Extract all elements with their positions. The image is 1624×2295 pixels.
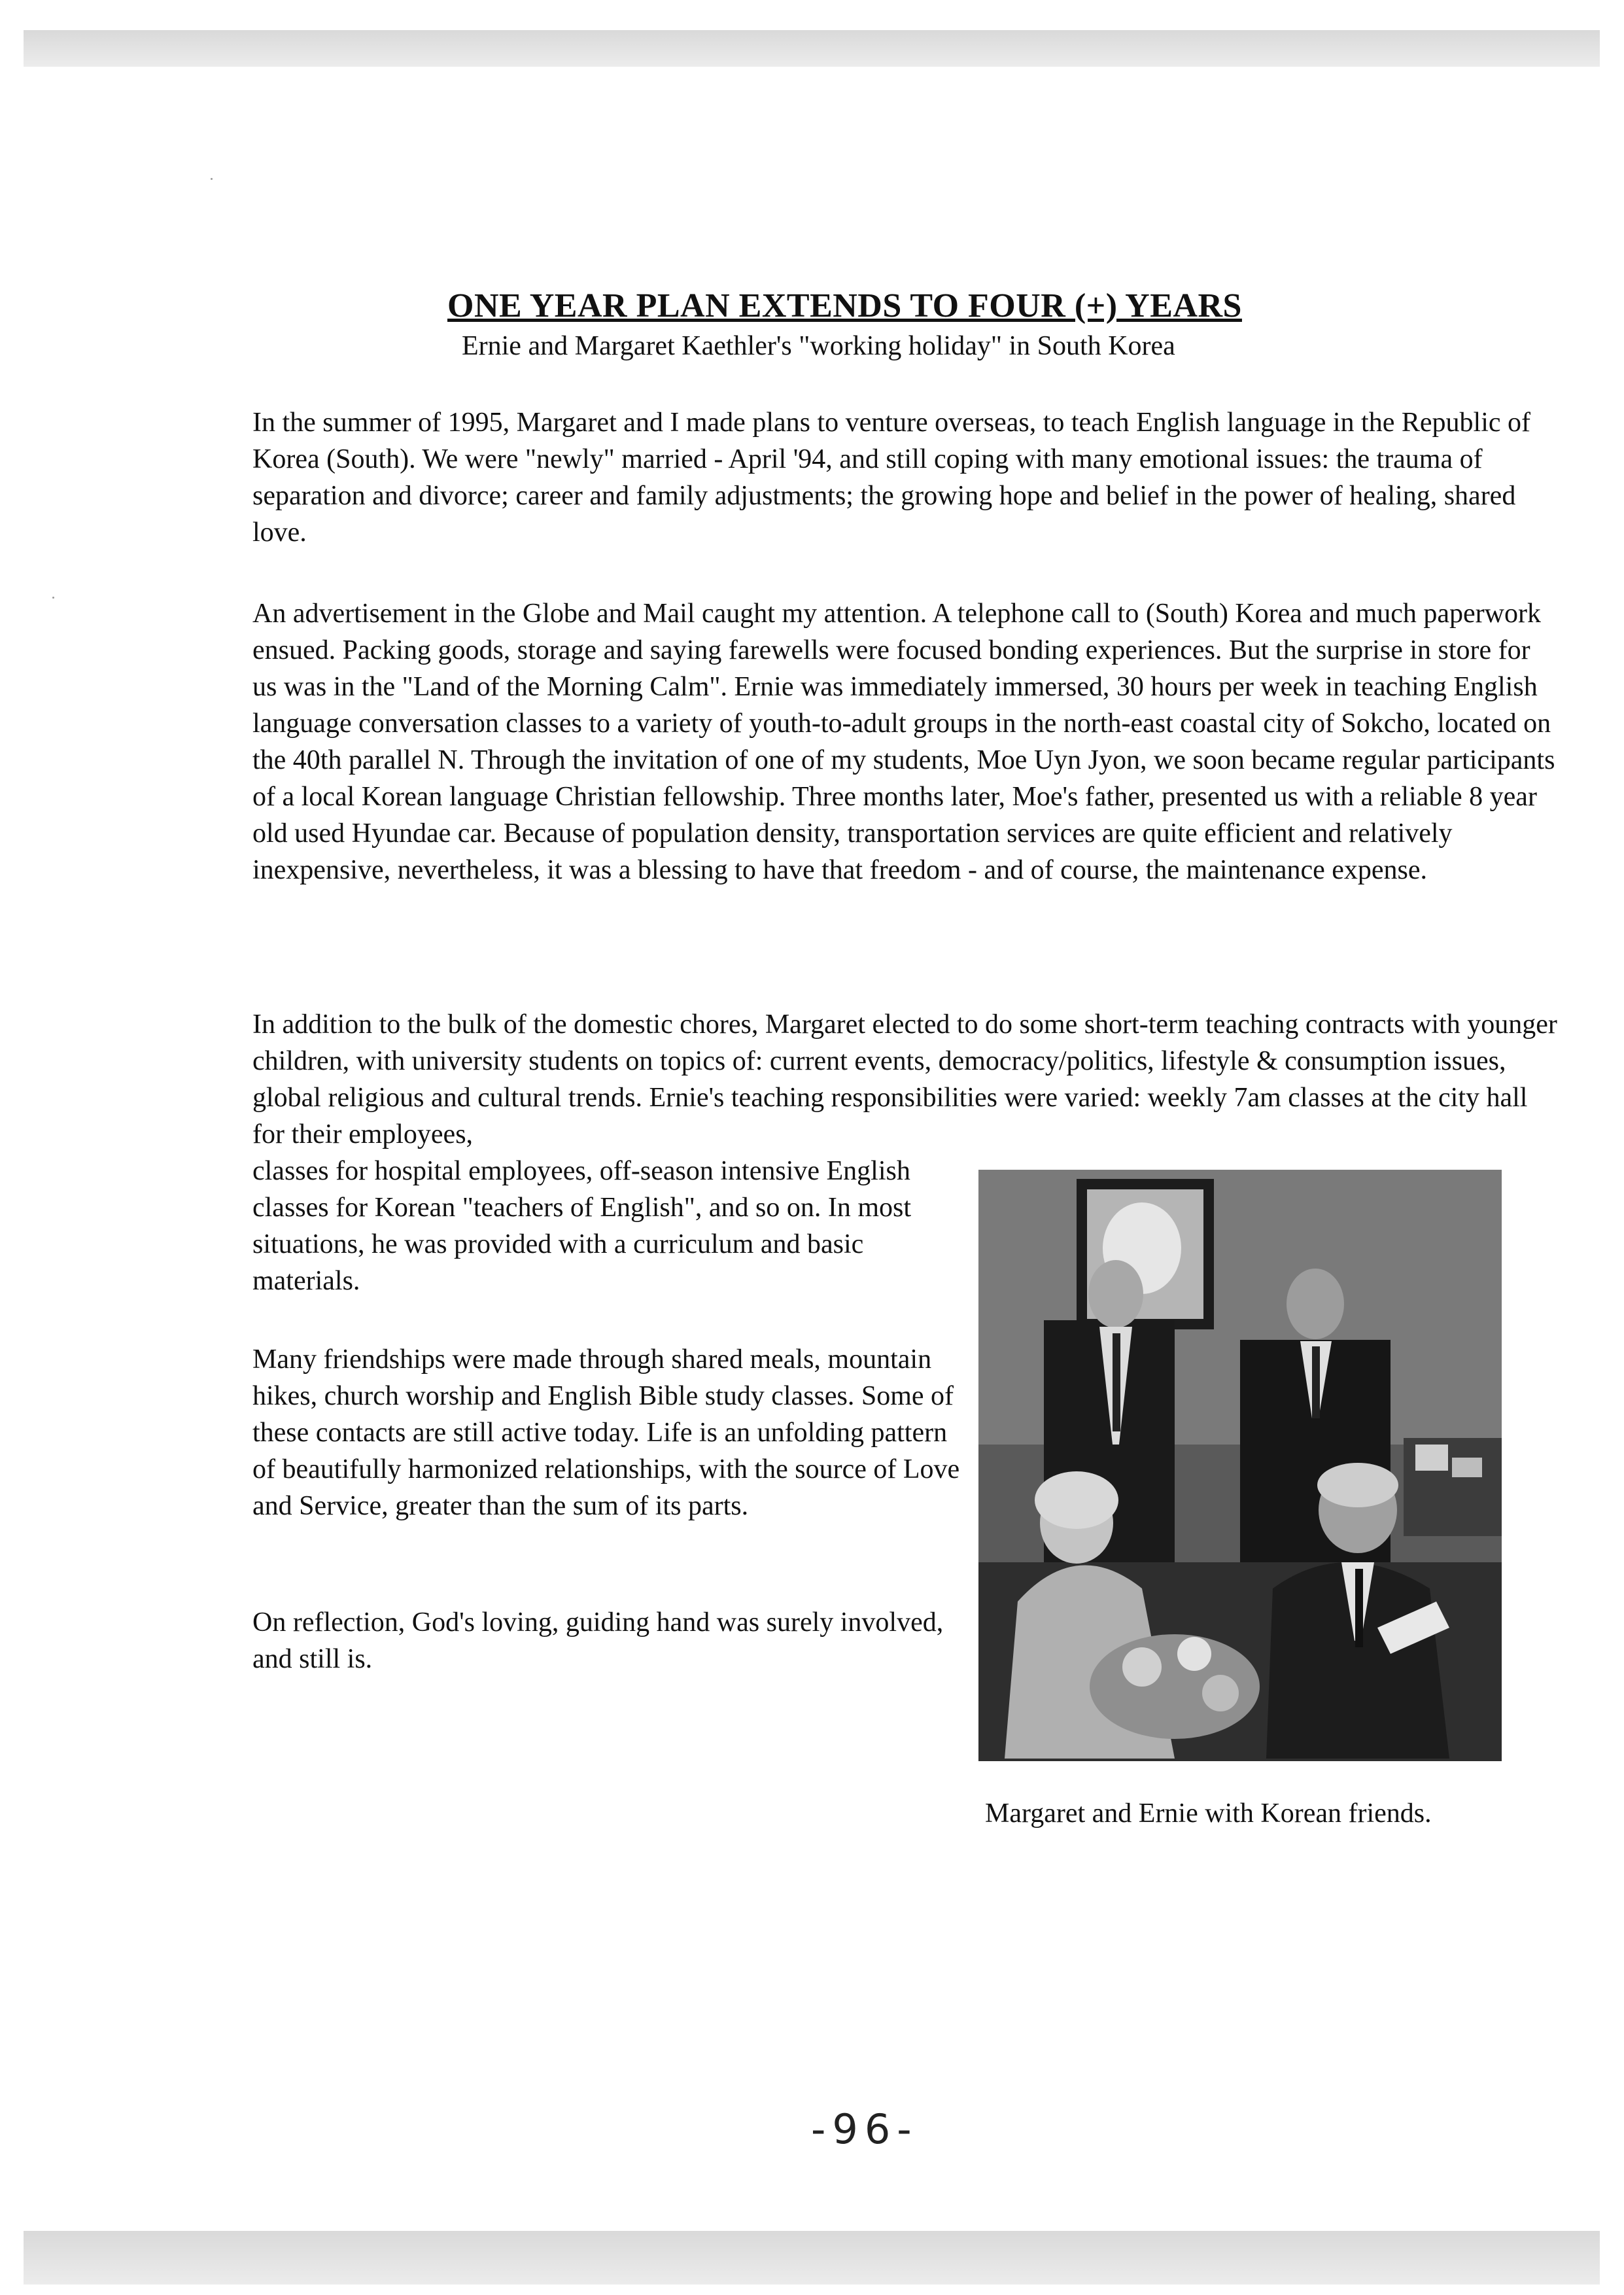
scan-edge-top (24, 30, 1600, 67)
paragraph-4: classes for hospital employees, off-season intensive English classes for Korean "teachers of English", and so on. In most situations, he was provided with a curriculum and basic materials. (252, 1156, 912, 1296)
paragraph-6: On reflection, God's loving, guiding hand was surely involved, and still is. (252, 1607, 944, 1674)
group-photo (978, 1170, 1502, 1761)
photo-caption: Margaret and Ernie with Korean friends. (985, 1798, 1432, 1829)
page-number: -96- (811, 2105, 918, 2153)
paragraph-3: In addition to the bulk of the domestic chores, Margaret elected to do some short-term teaching contracts with younger children, with university students on topics of: current events, democracy/politics, lifestyle & consumption issues, global religious and cultural trends. Ernie's teaching responsibilities were varied: weekly 7am classes at the city hall for their employees, (252, 1009, 1557, 1149)
scan-edge-bottom (24, 2231, 1600, 2285)
article-subtitle: Ernie and Margaret Kaethler's "working holiday" in South Korea (462, 331, 1175, 361)
paragraph-2: An advertisement in the Globe and Mail caught my attention. A telephone call to (South) Korea and much paperwork ensued. Packing goods, storage and saying farewells were focused bonding experiences. But the surprise in store for us was in the "Land of the Morning Calm". Ernie was immediately immersed, 30 hours per week in teaching English language conversation classes to a variety of youth-to-adult groups in the north-east coastal city of Sokcho, located on the 40th parallel N. Through the invitation of one of my students, Moe Uyn Jyon, we soon became regular participants of a local Korean language Christian fellowship. Three months later, Moe's father, presented us with a reliable 8 year old used Hyundae car. Because of population density, transportation services are quite efficient and relatively inexpensive, nevertheless, it was a blessing to have that freedom - and of course, the maintenance expense. (252, 599, 1555, 885)
paragraph-5: Many friendships were made through shared meals, mountain hikes, church worship and English Bible study classes. Some of these contacts are still active today. Life is an unfolding pattern of beautifully harmonized relationships, with the source of Love and Service, greater than the sum of its parts. (252, 1344, 960, 1521)
paragraph-1: In the summer of 1995, Margaret and I made plans to venture overseas, to teach English language in the Republic of Korea (South). We were "newly" married - April '94, and still coping with many emotional issues: the trauma of separation and divorce; career and family adjustments; the growing hope and belief in the power of healing, shared love. (252, 408, 1530, 548)
scan-speck (52, 597, 54, 599)
scan-speck (211, 178, 213, 180)
article-title: ONE YEAR PLAN EXTENDS TO FOUR (+) YEARS (447, 287, 1242, 324)
